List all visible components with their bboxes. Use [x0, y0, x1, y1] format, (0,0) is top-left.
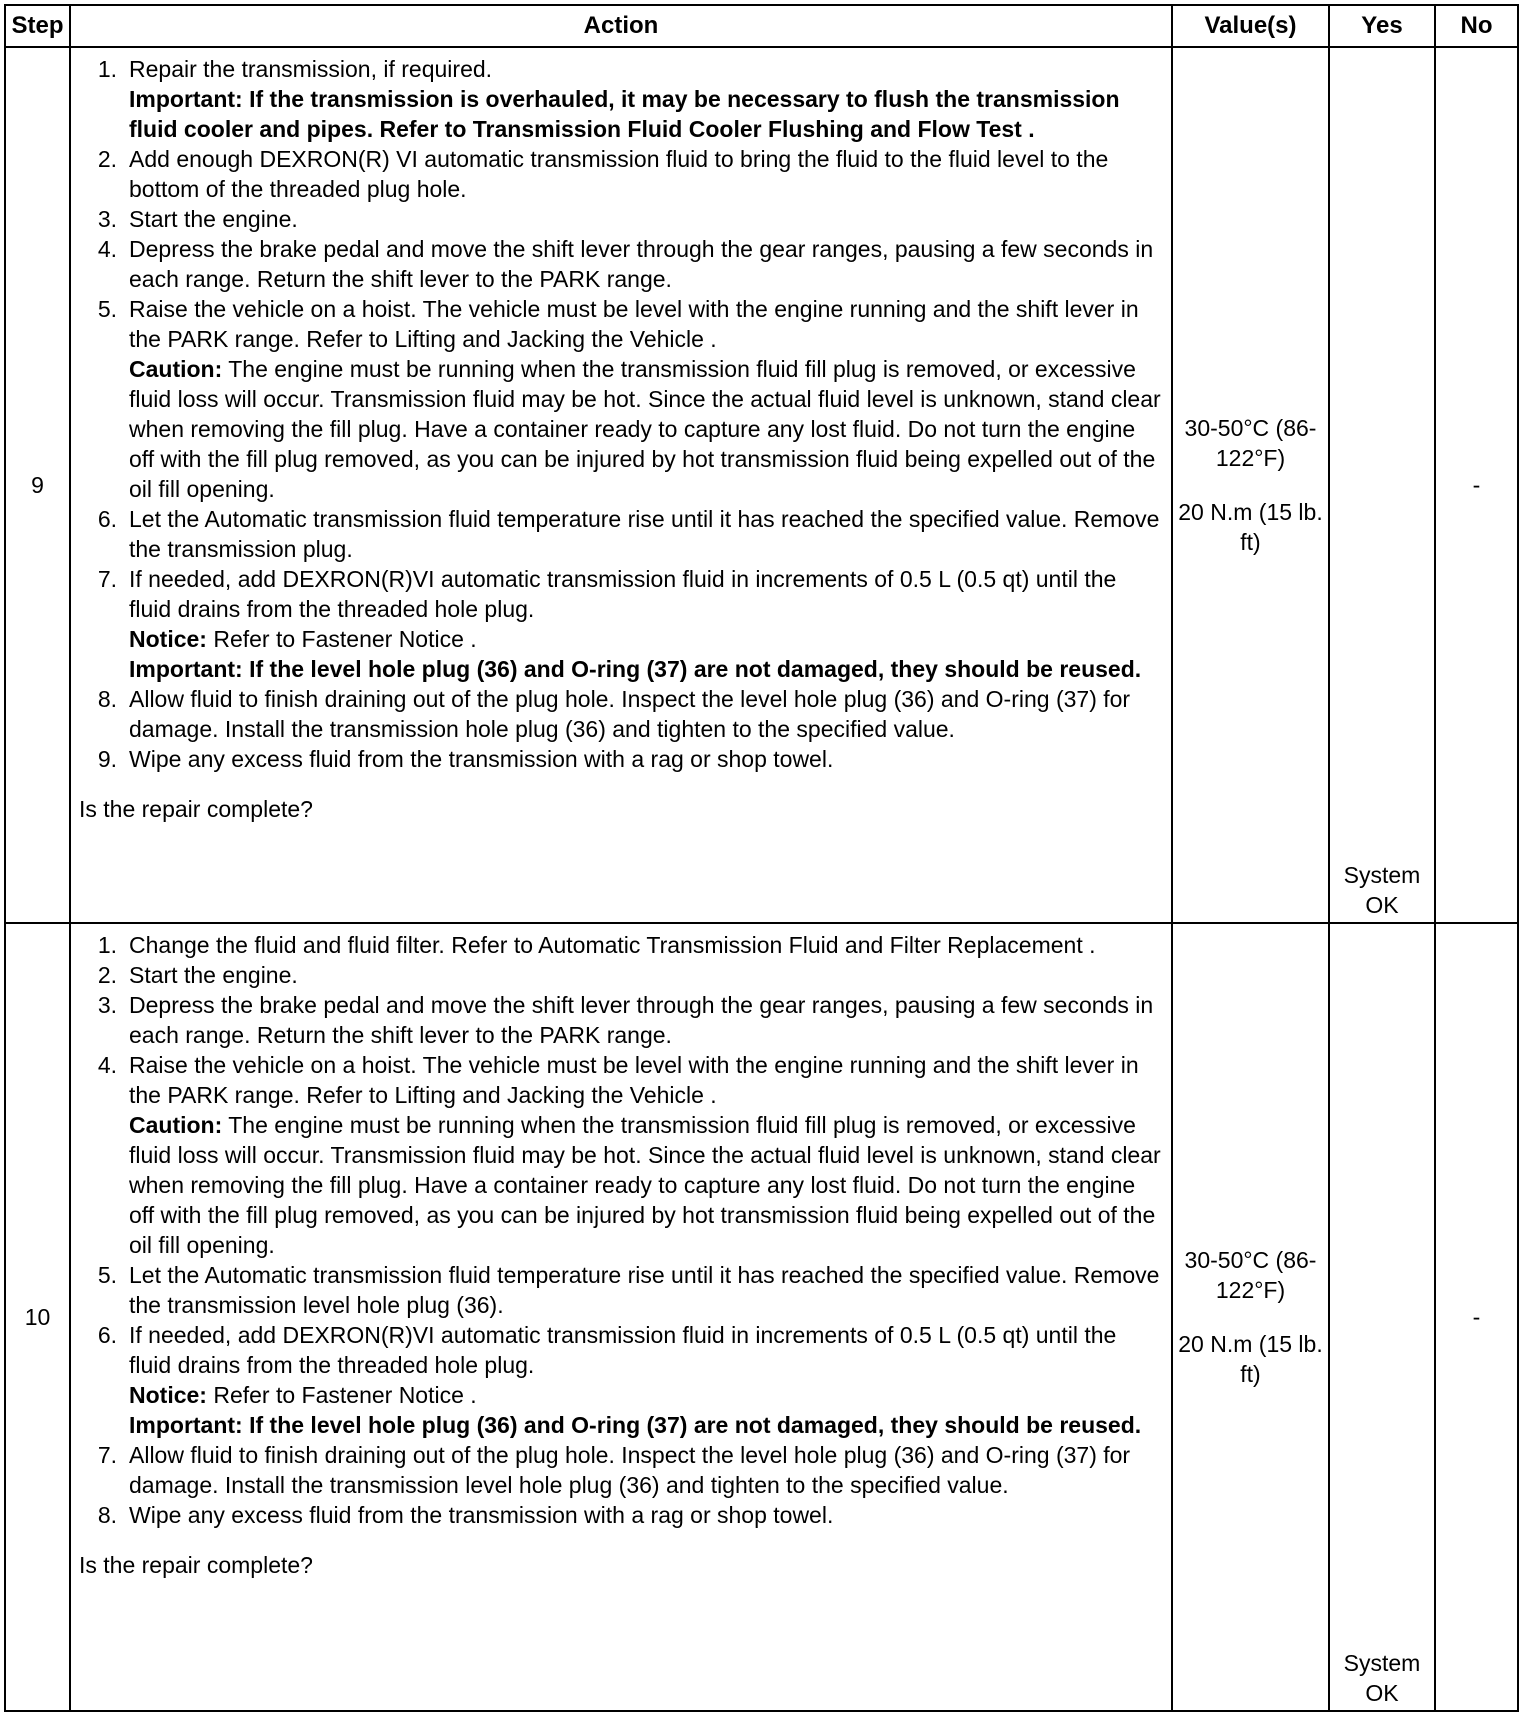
- item-text: Depress the brake pedal and move the shift lever through the gear ranges, pausing a few seconds in each range. Return the shift lever to the PARK range.: [129, 236, 1154, 292]
- item-text: Wipe any excess fluid from the transmission with a rag or shop towel.: [129, 746, 834, 772]
- list-item: [79, 564, 1163, 684]
- item-number: 1.: [97, 56, 117, 82]
- notice-note: [129, 1380, 1163, 1410]
- header-step: Step: [5, 5, 70, 47]
- item-number: 8.: [97, 686, 117, 712]
- list-item: [79, 1260, 1163, 1320]
- notice-text: Refer to Fastener Notice .: [206, 626, 477, 652]
- list-item: [79, 1440, 1163, 1500]
- notice-text: Refer to Fastener Notice .: [206, 1382, 477, 1408]
- item-text: Let the Automatic transmission fluid temperature rise until it has reached the specified value. Remove the transmission level hole plug (36).: [129, 1262, 1160, 1318]
- caution-text: The engine must be running when the transmission fluid fill plug is removed, or excessive fluid loss will occur. Transmission fluid may be hot. Since the actual fluid level is unknown, stand clear when removing the fill plug. Have a container ready to capture any lost fluid. Do not turn the engine off with the fill plug removed, as you can be injured by hot transmission fluid being expelled out of the oil fill opening.: [129, 1112, 1161, 1258]
- item-text: If needed, add DEXRON(R)VI automatic transmission fluid in increments of 0.5 L (0.5 qt) until the fluid drains from the threaded hole plug.: [129, 566, 1117, 622]
- list-item: [79, 960, 1163, 990]
- item-text: Allow fluid to finish draining out of the plug hole. Inspect the level hole plug (36) and O-ring (37) for damage. Install the transmission hole plug (36) and tighten to the specified value.: [129, 686, 1131, 742]
- caution-label: Caution:: [129, 1112, 223, 1138]
- item-number: 4.: [97, 236, 117, 262]
- action-cell: [70, 47, 1172, 923]
- item-number: 7.: [97, 1442, 117, 1468]
- yes-cell: System OK: [1329, 923, 1435, 1711]
- list-item: [79, 204, 1163, 234]
- item-number: 2.: [97, 962, 117, 988]
- list-item: [79, 744, 1163, 774]
- list-item: [79, 144, 1163, 204]
- item-text: Wipe any excess fluid from the transmission with a rag or shop towel.: [129, 1502, 834, 1528]
- item-text: Start the engine.: [129, 962, 298, 988]
- list-item: [79, 1500, 1163, 1530]
- value-torque: 20 N.m (15 lb. ft): [1178, 499, 1323, 555]
- caution-note: [129, 354, 1163, 504]
- list-item: [79, 234, 1163, 294]
- important-note: Important: If the level hole plug (36) and O-ring (37) are not damaged, they should be reused.: [129, 1412, 1142, 1438]
- item-text: Add enough DEXRON(R) VI automatic transmission fluid to bring the fluid to the fluid level to the bottom of the threaded plug hole.: [129, 146, 1109, 202]
- item-number: 1.: [97, 932, 117, 958]
- item-text: If needed, add DEXRON(R)VI automatic transmission fluid in increments of 0.5 L (0.5 qt) until the fluid drains from the threaded hole plug.: [129, 1322, 1117, 1378]
- header-row: [5, 5, 1518, 47]
- notice-label: Notice:: [129, 1382, 207, 1408]
- header-values: Value(s): [1172, 5, 1329, 47]
- item-number: 2.: [97, 146, 117, 172]
- item-number: 6.: [97, 1322, 117, 1348]
- item-number: 4.: [97, 1052, 117, 1078]
- header-action: Action: [70, 5, 1172, 47]
- important-note: Important: If the level hole plug (36) and O-ring (37) are not damaged, they should be reused.: [129, 656, 1142, 682]
- item-text: Depress the brake pedal and move the shift lever through the gear ranges, pausing a few seconds in each range. Return the shift lever to the PARK range.: [129, 992, 1154, 1048]
- item-text: Raise the vehicle on a hoist. The vehicle must be level with the engine running and the shift lever in the PARK range. Refer to Lifting and Jacking the Vehicle .: [129, 1052, 1139, 1108]
- step-number: 10: [5, 923, 70, 1711]
- list-item: [79, 54, 1163, 144]
- caution-label: Caution:: [129, 356, 223, 382]
- action-list: [79, 930, 1163, 1530]
- yes-cell: System OK: [1329, 47, 1435, 923]
- table-row-step-10: [5, 923, 1518, 1711]
- values-cell: [1172, 47, 1329, 923]
- item-text: Let the Automatic transmission fluid temperature rise until it has reached the specified value. Remove the transmission plug.: [129, 506, 1160, 562]
- item-number: 7.: [97, 566, 117, 592]
- table-row-step-9: [5, 47, 1518, 923]
- item-number: 6.: [97, 506, 117, 532]
- list-item: [79, 1320, 1163, 1440]
- important-note: Important: If the transmission is overhauled, it may be necessary to flush the transmission fluid cooler and pipes. Refer to Transmission Fluid Cooler Flushing and Flow Test .: [129, 86, 1120, 142]
- notice-label: Notice:: [129, 626, 207, 652]
- item-number: 3.: [97, 992, 117, 1018]
- item-number: 5.: [97, 1262, 117, 1288]
- list-item: [79, 930, 1163, 960]
- value-temperature: 30-50°C (86-122°F): [1184, 415, 1317, 471]
- item-text: Change the fluid and fluid filter. Refer to Automatic Transmission Fluid and Filter Replacement .: [129, 932, 1096, 958]
- header-yes: Yes: [1329, 5, 1435, 47]
- values-cell: [1172, 923, 1329, 1711]
- header-no: No: [1435, 5, 1518, 47]
- list-item: [79, 684, 1163, 744]
- caution-note: [129, 1110, 1163, 1260]
- action-cell: [70, 923, 1172, 1711]
- caution-text: The engine must be running when the transmission fluid fill plug is removed, or excessive fluid loss will occur. Transmission fluid may be hot. Since the actual fluid level is unknown, stand clear when removing the fill plug. Have a container ready to capture any lost fluid. Do not turn the engine off with the fill plug removed, as you can be injured by hot transmission fluid being expelled out of the oil fill opening.: [129, 356, 1161, 502]
- value-temperature: 30-50°C (86-122°F): [1184, 1247, 1317, 1303]
- no-cell: -: [1435, 923, 1518, 1711]
- question-text: Is the repair complete?: [79, 796, 313, 822]
- value-torque: 20 N.m (15 lb. ft): [1178, 1331, 1323, 1387]
- diagnostic-table: [4, 4, 1519, 1712]
- list-item: [79, 990, 1163, 1050]
- list-item: [79, 504, 1163, 564]
- step-number: 9: [5, 47, 70, 923]
- item-text: Repair the transmission, if required.: [129, 56, 493, 82]
- item-number: 8.: [97, 1502, 117, 1528]
- item-text: Raise the vehicle on a hoist. The vehicle must be level with the engine running and the shift lever in the PARK range. Refer to Lifting and Jacking the Vehicle .: [129, 296, 1139, 352]
- item-number: 5.: [97, 296, 117, 322]
- item-number: 9.: [97, 746, 117, 772]
- item-text: Start the engine.: [129, 206, 298, 232]
- item-number: 3.: [97, 206, 117, 232]
- item-text: Allow fluid to finish draining out of the plug hole. Inspect the level hole plug (36) and O-ring (37) for damage. Install the transmission level hole plug (36) and tighten to the specified value.: [129, 1442, 1131, 1498]
- question-text: Is the repair complete?: [79, 1552, 313, 1578]
- notice-note: [129, 624, 1163, 654]
- list-item: [79, 294, 1163, 504]
- no-cell: -: [1435, 47, 1518, 923]
- action-list: [79, 54, 1163, 774]
- list-item: [79, 1050, 1163, 1260]
